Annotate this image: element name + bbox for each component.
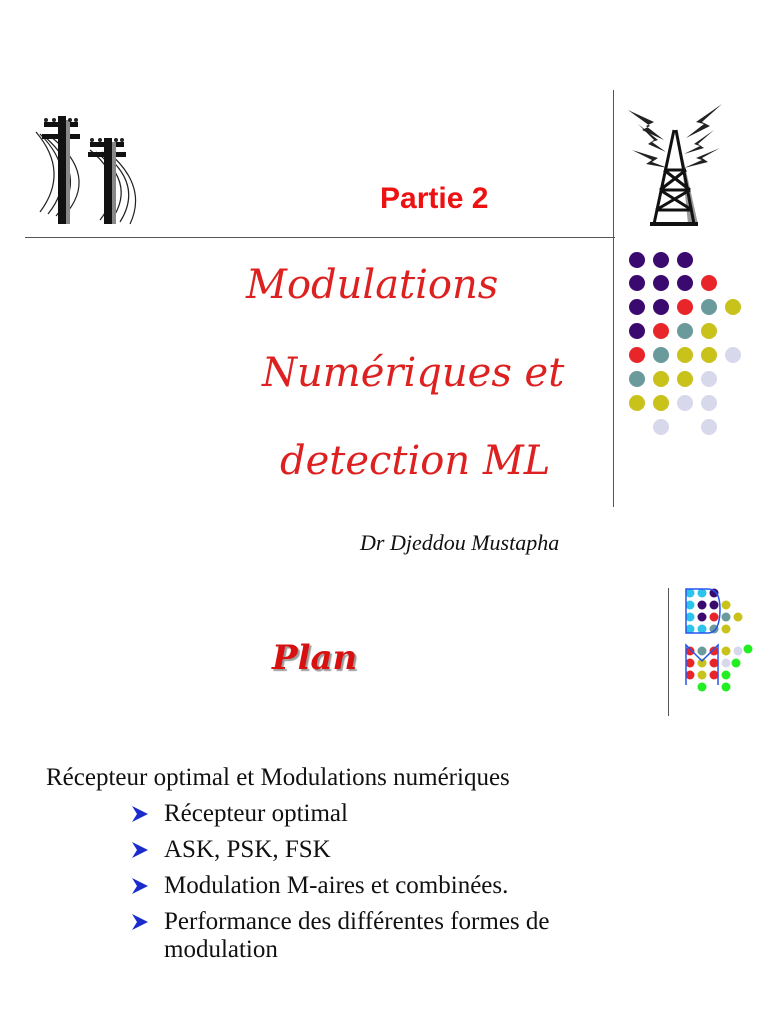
dm-dot-logo [680, 585, 760, 697]
plan-intro: Récepteur optimal et Modulations numériques [46, 764, 510, 791]
title-line-2: Numériques et [262, 350, 565, 396]
part-label: Partie 2 [380, 182, 489, 215]
arrow-bullet-icon [130, 912, 150, 932]
arrow-bullet-icon [130, 876, 150, 896]
list-item [130, 836, 650, 864]
plan-bullet-list [130, 800, 650, 972]
vertical-rule-small [668, 588, 669, 716]
radio-tower-icon [624, 100, 726, 228]
arrow-bullet-icon [130, 840, 150, 860]
list-item [130, 872, 650, 900]
bullet-text: Performance des différentes formes de modulation [164, 908, 550, 963]
plan-heading: Plan [272, 638, 358, 678]
author-name: Dr Djeddou Mustapha [360, 530, 560, 555]
power-lines-icon [30, 112, 150, 227]
bullet-text: Modulation M-aires et combinées. [164, 872, 509, 899]
bullet-text: ASK, PSK, FSK [164, 836, 331, 863]
title-line-3: detection ML [280, 438, 551, 484]
bullet-text: Récepteur optimal [164, 800, 348, 827]
list-item [130, 908, 650, 964]
list-item [130, 800, 650, 828]
title-line-1: Modulations [246, 262, 499, 308]
dot-grid-decoration [620, 245, 750, 445]
arrow-bullet-icon [130, 804, 150, 824]
horizontal-rule [25, 237, 615, 238]
vertical-rule [613, 90, 614, 507]
